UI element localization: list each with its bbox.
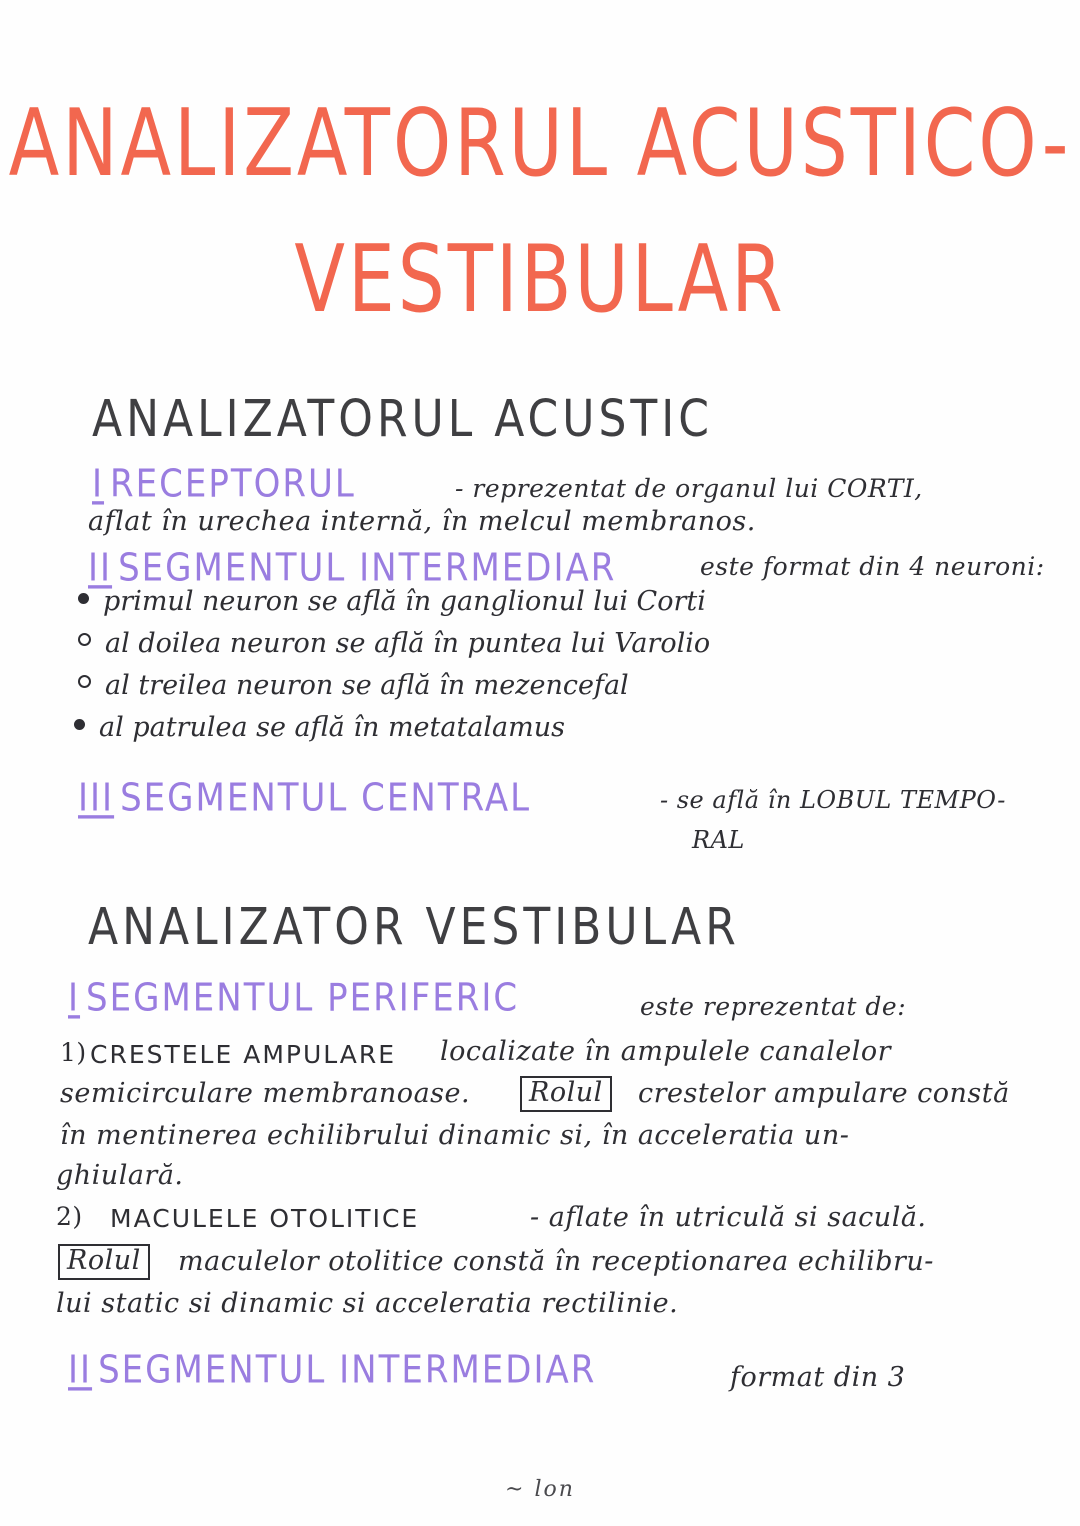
segmentul-periferic-text: este reprezentat de: [640, 992, 907, 1021]
numeral-i-segmentul-periferic: I [68, 976, 81, 1021]
point-1-line-2b: crestelor ampulare constă [638, 1078, 1010, 1109]
subheading-receptorul [92, 462, 356, 507]
bullet-text: al treilea neuron se află în mezencefal [105, 670, 629, 701]
boxed-term-rolul-1 [520, 1076, 612, 1112]
bullet-dot-icon [78, 633, 91, 646]
section-heading-vestibular: ANALIZATOR VESTIBULAR [88, 898, 740, 957]
page-marker: ~ lon [505, 1477, 575, 1502]
subheading-segmentul-intermediar-acustic [88, 546, 616, 591]
point-1-line-3: în mentinerea echilibrului dinamic si, în acceleratia un- [60, 1120, 850, 1151]
segmentul-intermediar-vestibular-text: format din 3 [730, 1362, 906, 1393]
segmentul-central-text-line-2: RAL [692, 826, 745, 854]
list-item [78, 628, 710, 659]
page-title-line-1: ANALIZATORUL ACUSTICO- [8, 89, 1072, 198]
bullet-dot-icon [74, 719, 85, 730]
point-2-caps-label: MACULELE OTOLITICE [110, 1204, 420, 1233]
numeral-iii-segmentul-central: III [78, 776, 115, 821]
bullet-text: primul neuron se află în ganglionul lui Corti [103, 586, 706, 617]
page-title-line-2: VESTIBULAR [294, 225, 786, 334]
segmentul-intermediar-text: este format din 4 neuroni: [700, 552, 1045, 581]
receptorul-text-line-2: aflat în urechea internă, în melcul membranos. [88, 506, 756, 537]
section-heading-acustic: ANALIZATORUL ACUSTIC [92, 390, 713, 449]
bullet-text: al doilea neuron se află în puntea lui Varolio [105, 628, 711, 659]
label-segmentul-intermediar: SEGMENTUL INTERMEDIAR [118, 546, 617, 591]
list-item [74, 712, 565, 743]
boxed-word: Rolul [520, 1076, 612, 1112]
bullet-dot-icon [78, 675, 91, 688]
subheading-segmentul-intermediar-vestibular [68, 1348, 596, 1393]
point-1-number: 1) [60, 1038, 87, 1067]
point-1-caps-label: CRESTELE AMPULARE [90, 1040, 397, 1069]
subheading-segmentul-periferic [68, 976, 519, 1021]
point-1-line-1: localizate în ampulele canalelor [440, 1036, 892, 1067]
segmentul-central-text-line-1: - se află în LOBUL TEMPO- [660, 786, 1006, 814]
numeral-ii-segmentul-intermediar-vestibular: II [68, 1348, 93, 1393]
point-2-number: 2) [56, 1202, 83, 1231]
label-segmentul-central: SEGMENTUL CENTRAL [120, 776, 532, 821]
bullet-dot-icon [78, 593, 89, 604]
boxed-word: Rolul [58, 1244, 150, 1280]
label-receptorul: RECEPTORUL [110, 462, 356, 507]
point-2-line-1: - aflate în utriculă si saculă. [530, 1202, 927, 1233]
point-1-line-4: ghiulară. [56, 1160, 184, 1191]
point-1-line-2a: semicirculare membranoase. [60, 1078, 471, 1109]
label-segmentul-intermediar-vestibular: SEGMENTUL INTERMEDIAR [98, 1348, 597, 1393]
numeral-ii-segmentul-intermediar: II [88, 546, 113, 591]
point-2-line-2: maculelor otolitice constă în receptionarea echilibru- [178, 1246, 934, 1277]
list-item [78, 586, 706, 617]
receptorul-text-line-1: - reprezentat de organul lui CORTI, [455, 474, 923, 503]
point-2-line-3: lui static si dinamic si acceleratia rectilinie. [56, 1288, 679, 1319]
label-segmentul-periferic: SEGMENTUL PERIFERIC [86, 976, 520, 1021]
numeral-i-receptorul: I [92, 462, 105, 507]
subheading-segmentul-central [78, 776, 531, 821]
list-item [78, 670, 629, 701]
boxed-term-rolul-2 [58, 1244, 150, 1280]
bullet-text: al patrulea se află în metatalamus [99, 712, 566, 743]
